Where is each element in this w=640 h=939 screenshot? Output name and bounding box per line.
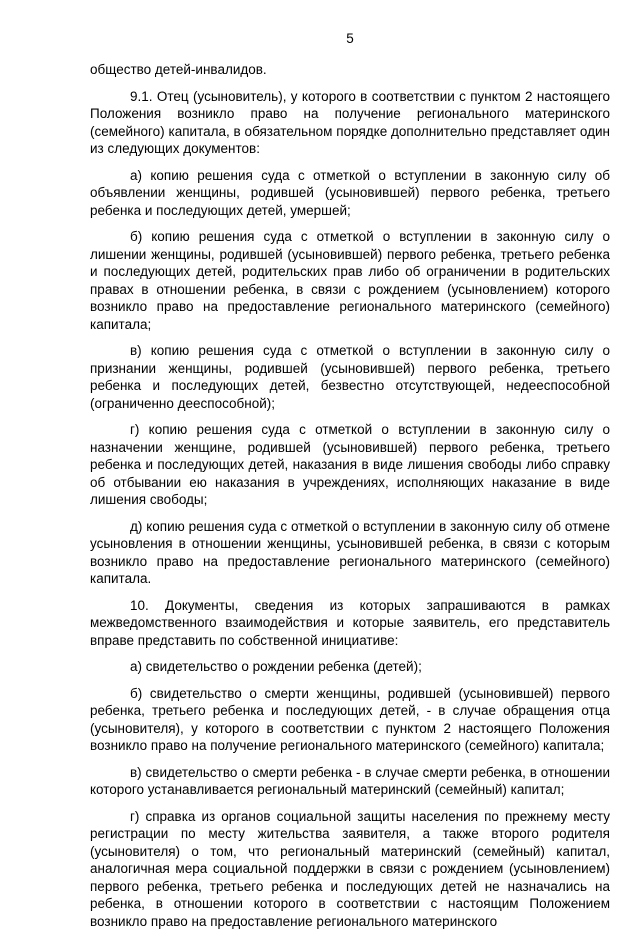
list-item-10-a: а) свидетельство о рождении ребенка (детей); xyxy=(130,659,422,674)
list-item-10-b: б) свидетельство о смерти женщины, родившей (усыновившей) первого ребенка, третьего ребенка и последующих детей, - в случае обращения отца (усыновителя), у которого в соответствии с пунктом 2 настоящего Положения возникло право на получение регионального материнского (семейного) капитала; xyxy=(90,685,610,753)
paragraph-10: 10. Документы, сведения из которых запрашиваются в рамках межведомственного взаимодействия и которые заявитель, его представитель вправе представить по собственной инициативе: xyxy=(90,597,610,648)
list-item-d: д) копию решения суда с отметкой о вступлении в законную силу об отмене усыновления в отношении женщины, усыновившей ребенка, в связи с которым возникло право на предоставление регионального материнского (семейного) капитала. xyxy=(90,518,610,586)
list-item-10-v: в) свидетельство о смерти ребенка - в случае смерти ребенка, в отношении которого устанавливается региональный материнский (семейный) капитал; xyxy=(90,764,610,797)
document-body xyxy=(90,61,610,939)
list-item-10-g: г) справка из органов социальной защиты населения по прежнему месту регистрации по месту жительства заявителя, а также второго родителя (усыновителя) о том, что региональный материнский (семейный) капитал, аналогичная мера социальной поддержки в связи с рождением (усыновлением) первого ребенка, третьего ребенка и последующих детей не назначались на ребенка, в отношении которого в соответствии с настоящим Положением возникло право на предоставление регионального материнского xyxy=(90,808,610,929)
list-item-a: а) копию решения суда с отметкой о вступлении в законную силу об объявлении женщины, родившей (усыновившей) первого ребенка, третьего ребенка и последующих детей, умершей; xyxy=(90,167,610,218)
paragraph-9-1: 9.1. Отец (усыновитель), у которого в соответствии с пунктом 2 настоящего Положения возникло право на получение регионального материнского (семейного) капитала, в обязательном порядке дополнительно представляет один из следующих документов: xyxy=(90,88,610,156)
list-item-b: б) копию решения суда с отметкой о вступлении в законную силу о лишении женщины, родившей (усыновившей) первого ребенка, третьего ребенка и последующих детей, родительских прав либо об ограничении в родительских правах в отношении ребенка, в связи с рождением (усыновлением) которого возникло право на предоставление регионального материнского (семейного) капитала; xyxy=(90,229,610,332)
list-item-v: в) копию решения суда с отметкой о вступлении в законную силу о признании женщины, родившей (усыновившей) первого ребенка, третьего ребенка и последующих детей, безвестно отсутствующей, недееспособной (ограниченно дееспособной); xyxy=(90,343,610,411)
list-item-g: г) копию решения суда с отметкой о вступлении в законную силу о назначении женщине, родившей (усыновившей) первого ребенка, третьего ребенка и последующих детей, наказания в виде лишения свободы либо справку об отбывании ею наказания в учреждениях, исполняющих наказание в виде лишения свободы; xyxy=(90,422,610,507)
paragraph-continuation: общество детей-инвалидов. xyxy=(90,62,267,77)
page-number: 5 xyxy=(346,31,354,46)
